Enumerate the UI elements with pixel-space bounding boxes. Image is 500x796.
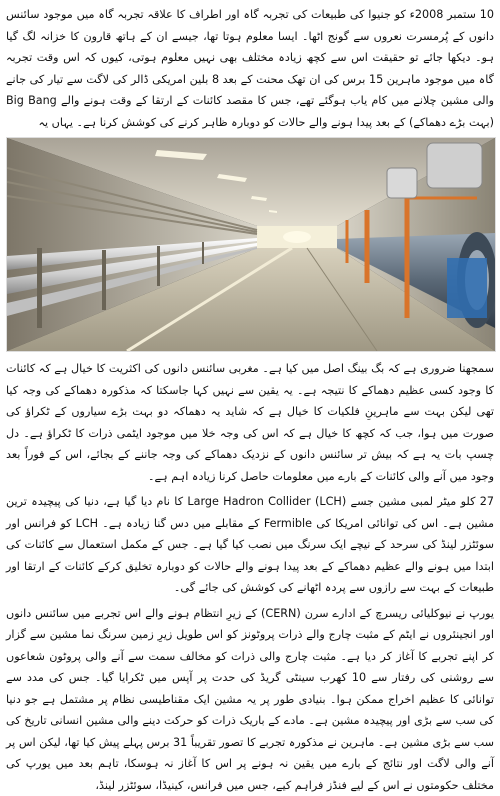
particle-accelerator-tunnel-photo bbox=[7, 138, 495, 351]
article-paragraph-cern: یورپ نے نیوکلیائی ریسرچ کے ادارے سرن (CERN) کے زیرِ انتظام ہونے والے اس تجربے میں سائنس دانوں اور انجینئروں نے ایٹم کے مثبت چارج والے ذرات پروٹونز کو اس طویل زیرِ زمین سرنگ نما مشین سے گزار کر اپنے تجربے کا آغاز کر دیا ہے۔ مثبت چارج والی ذرات کو مخالف سمت سے آنے والی پروٹون شعاعوں سے روشنی کی رفتار سے 10 کھرب سینٹی گریڈ کی حدت پر آپس میں ٹکرایا گیا۔ جس کی مدد سے توانائی کا عظیم اخراج ممکن ہوا۔ بنیادی طور پر یہ مشین ایک مقناطیسی نظام پر مشتمل ہے جو دنیا کی سب سے بڑی اور پیچیدہ مشین ہے۔ مادے کے باریک ذرات کو حرکت دینے والی مشین انسانی تاریخ کی سب سے بڑی مشین ہے۔ ماہرین نے مذکورہ تجربے کا تصور تقریباً 31 برس پہلے پیش کیا تھا، لیکن اس پر آنے والی لاگت اور نتائج کے بارے میں یقین نہ ہونے پر اس کا آغاز نہ ہوسکا، تاہم بعد میں یورپ کی مختلف حکومتوں نے اس کے لیے فنڈز فراہم کیے، جس میں فرانس، کینیڈا، سوئٹزر لینڈ، bbox=[6, 603, 494, 796]
tunnel-photo bbox=[6, 137, 496, 352]
article-paragraph-lhc: 27 کلو میٹر لمبی مشین جسے Large Hadron Collider (LCH) کا نام دیا گیا ہے، دنیا کی پیچیدہ ترین مشین ہے۔ اس کی توانائی امریکا کی Fermible کے مقابلے میں دس گنا زیادہ ہے۔ LCH کو فرانس اور سوئٹزر لینڈ کی سرحد کے نیچے ایک سرنگ میں نصب کیا گیا ہے۔ جس کے مکمل استعمال سے کائنات کی ابتدا میں ہونے والے عظیم دھماکے کے بعد پیدا ہونے والے حالات کو دوبارہ تخلیق کرکے کائنات کے ارتقا اور طبیعات کے بہت سے رازوں سے پردہ اٹھانے کی کوشش کی جائے گی۔ bbox=[6, 491, 494, 599]
article-paragraph-big-bang: سمجھنا ضروری ہے کہ بگ بینگ اصل میں کیا ہے۔ مغربی سائنس دانوں کی اکثریت کا خیال ہے کہ کائنات کا وجود کسی عظیم دھماکے کا نتیجہ ہے۔ یہ یقین سے نہیں کہا جاسکتا کہ مذکورہ دھماکے کی وجہ کیا تھی لیکن بہت سے ماہرینِ فلکیات کا خیال ہے کہ شاید یہ دھماکہ دو بہت بڑے سیاروں کے ٹکراؤ کی صورت میں ہوا، جب کہ کچھ کا خیال ہے کہ اس کی وجہ خلا میں موجود ایٹمی ذرات کا ٹکراؤ ہے۔ دل چسپ بات یہ ہے کہ بیش تر سائنس دانوں کے نزدیک دھماکے کی وجہ جاننے کے بجائے، اس کے فوراً بعد وجود میں آنے والی کائنات کے بارے میں معلومات حاصل کرنا زیادہ اہم ہے۔ bbox=[6, 358, 494, 487]
article-paragraph-intro: 10 ستمبر 2008ء کو جنیوا کی طبیعات کی تجربہ گاہ اور اطراف کا علاقہ تجربہ گاہ میں موجود سائنس دانوں کے پُرمسرت نعروں سے گونج اٹھا۔ ایسا معلوم ہوتا تھا، جیسے ان کے ہاتھ قارون کا خزانہ لگ گیا ہو۔ دیکھا جائے تو حقیقت اس سے کچھ زیادہ مختلف بھی نہیں معلوم ہوتی، کیوں کہ اس وقت تجربہ گاہ میں موجود ماہرین 15 برس کی ان تھک محنت کے بعد 8 بلین امریکی ڈالر کی لاگت سے تیار کی جانے والی مشین چلانے میں کام یاب ہوگئے تھے، جس کا مقصد کائنات کے ارتقا کے وقت ہونے والے Big Bang (بہت بڑے دھماکے) کے بعد پیدا ہونے والے حالات کو دوبارہ ظاہر کرنے کی کوشش کرنا ہے۔ یہاں یہ bbox=[6, 4, 494, 133]
